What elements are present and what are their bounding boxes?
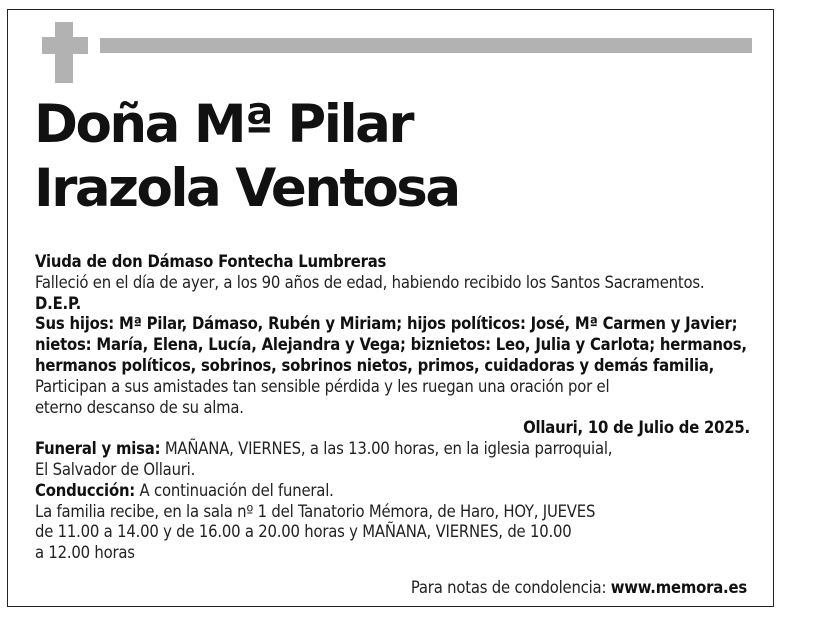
conduccion-text: A continuación del funeral. [135, 480, 334, 500]
family-line-1: Sus hijos: Mª Pilar, Dámaso, Rubén y Miriam; hijos políticos: José, Mª Carmen y Javier; [35, 314, 738, 334]
deceased-name [34, 93, 459, 221]
funeral-text: MAÑANA, VIERNES, a las 13.00 horas, en la iglesia parroquial, [160, 439, 613, 459]
invite-line-1: Participan a sus amistades tan sensible pérdida y les ruegan una oración por el [35, 376, 610, 396]
header-rule [100, 38, 752, 53]
condolence-label: Para notas de condolencia: [410, 578, 611, 597]
funeral-label: Funeral y misa: [35, 439, 161, 459]
visitation-line-2: de 11.00 a 14.00 y de 16.00 a 20.00 horas y MAÑANA, VIERNES, de 10.00 [35, 522, 572, 542]
family-line-3: hermanos políticos, sobrinos, sobrinos nietos, primos, cuidadoras y demás familia, [35, 355, 715, 375]
visitation-line-3: a 12.00 horas [35, 543, 135, 563]
death-line: Falleció en el día de ayer, a los 90 años de edad, habiendo recibido los Santos Sacramentos. [35, 272, 705, 292]
widow-line: Viuda de don Dámaso Fontecha Lumbreras [35, 252, 387, 271]
invite-line-2: eterno descanso de su alma. [35, 397, 244, 417]
place-date: Ollauri, 10 de Julio de 2025. [523, 418, 750, 438]
funeral-line-2: El Salvador de Ollauri. [35, 459, 196, 479]
cross-icon-bar [42, 37, 88, 54]
visitation-line-1: La familia recibe, en la sala nº 1 del Tanatorio Mémora, de Haro, HOY, JUEVES [35, 501, 596, 521]
name-line-1: Doña Mª Pilar [34, 94, 413, 155]
condolence-note [411, 577, 747, 598]
family-line-2: nietos: María, Elena, Lucía, Alejandra y Vega; biznietos: Leo, Julia y Carlota; hermanos, [35, 335, 747, 355]
funeral-line-1 [35, 439, 750, 460]
conduccion-label: Conducción: [35, 480, 136, 500]
obituary-body [35, 252, 750, 564]
dep-line: D.E.P. [35, 293, 82, 313]
condolence-link[interactable]: www.memora.es [610, 578, 747, 597]
name-line-2: Irazola Ventosa [34, 158, 459, 219]
conduccion-line [35, 481, 750, 502]
